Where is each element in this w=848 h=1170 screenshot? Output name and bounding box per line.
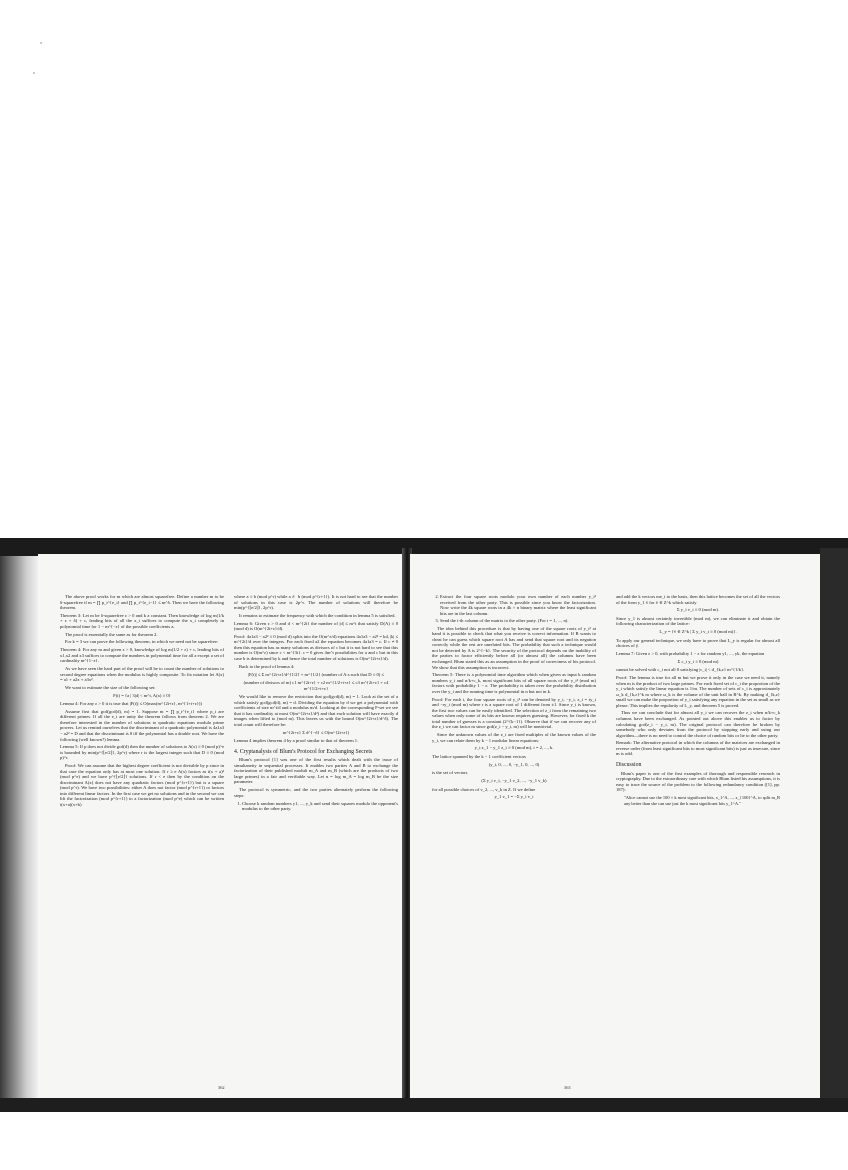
- scan-bottom-band: [0, 1098, 848, 1112]
- paragraph: It remains to estimate the frequency with which the condition in lemma 5 is satisfied.: [239, 612, 396, 618]
- theorem-5: Theorem 5: There is a polynomial time algorithm which when given as input k random numbers y_i and n/k+c_k, most significant bits of all square roots of the y_i² (mod m) factors with probability 1 − ε. The probability is taken over the probability distribution over the y_i and the running time is polynomial in n but not in k.: [432, 672, 596, 694]
- equation: y_i z_1 − y_1 z_i ≡ 0 (mod m), i = 2, ..., k.: [474, 745, 554, 751]
- paragraph: cannot be solved with c_i not all 0 satisfying |c_i| < d_{k,ε} m^{1/k}.: [616, 667, 745, 673]
- left-column-2: [234, 594, 398, 814]
- equation: y_1 v_1 = −Σ y_i v_i: [494, 794, 534, 800]
- section-heading: 4. Cryptanalysis of Blum's Protocol for Exchanging Secrets: [234, 748, 373, 755]
- equation: (Σ y_i v_i, −y_1 v_2, ..., −y_1 v_k): [481, 777, 547, 783]
- paragraph: Thus we can conclude that for almost all y_i we can recover the z_i when n/k+c_k columns have been exchanged. As pointed out above this enables us to factor by calculating gcd(z_i − y_i, m). The original protocol can therefore be broken by somebody who only deviates from the protocol by stopping early and using our algorithm—there is no need to control the choice of random bits or lie to the other party.: [616, 710, 780, 738]
- paragraph: We would like to remove the restriction that gcd(gcd(d), m) = 1. Look at the set of a which satisfy gcd(gcd(d), m) = d. Dividing the equation by d we get a polynomial with coefficients of size m^t/d and a modulus m/d. Looking at the corresponding F-set we see that it has cardinality at most O(m^{2t+ε}/d²) and that each solution will have exactly d images when lifted to (mod m). This leaves us with the bound O(m^{2t+ε}/d^δ). The total count will therefore be:: [234, 694, 398, 727]
- equation: (number of divisors of m) c1 m^{2t+ε} + c2 m^{1/2+t+ε} ≤ c3 m^{2t+ε} + c4 m^{1/2+t+ε}: [243, 680, 389, 691]
- theorem-3: Theorem 3: Let m be δ-squarefree ε > 0 and k a constant. Then knowledge of log m(1/k + ε + δ) + c, leading bits of all the x_i suffices to compute the x_i completely in polynomial time for 1 − m^{−ε} of the possible coefficients a.: [60, 612, 224, 629]
- equation: m^{2t+ε} Σ d^{−δ} ≤ O(m^{2t+ε}): [282, 729, 350, 735]
- paragraph: where a ≡ b (mod p^r) while a ≢ b (mod p^{r+1}). It is not hard to see that the number of solutions in this case is 2p^r. The number of solutions will therefore be min(p^{⌊e/2⌋}, 2p^r).: [234, 594, 398, 611]
- proof: Proof: The lemma is true for all m but we prove it only in the case we need it, namely when m is the product of two large primes. For each fixed set of c_i the proportion of the y_i which satisfy the linear equation is 1/m. The number of sets of c_i is approximately ω_k d_{k,ε}^k m where ω_k is the volume of the unit ball in R^k. By making d_{k,ε} small we can make the proportion of y_i satisfying any equation in the set as small as we please. This implies the regularity of L_y, and theorem 5 is proved.: [616, 674, 780, 708]
- equation: F(t) = {a | 3|d| < m^t, A(x) ≡ 0}: [113, 692, 171, 698]
- lemma-7: Lemma 7: Given ε > 0, with probability 1 − ε for random y1, ..., yk, the equation: [616, 650, 765, 656]
- paragraph: Blum's paper is one of the first examples of thorough and responsible research in cryptography. Due to the extraordinary care with which Blum listed his assumptions, it is easy to trace the source of the problem to the following redundancy condition ([1], pp. 187):: [616, 770, 780, 793]
- list-item: 1. Choose k random numbers y1, ..., y_k and send their squares modulo the opponent's modulus to the other party.: [242, 801, 398, 812]
- scan-right-edge: [820, 548, 848, 1104]
- paragraph: The proof is essentially the same as for theorem 2.: [65, 631, 158, 637]
- right-page: [410, 554, 820, 1100]
- scan-speck: [33, 72, 35, 74]
- paragraph: Since y_1 is almost certainly invertible (mod m), we can eliminate it and obtain the following characterization of the lattice:: [616, 615, 780, 627]
- proof: Proof: 4a1a3 − a2² ≡ 0 (mod d) splits into the O(m^ε/d) equations 4a1a3 − a2² = kd, |k| ≤ m^{2t}/d over the integers. For each fixed a2 the equation becomes 4a1a3 = c. If c ≠ 0 then this equation has as many solutions as divisors of c but it is not hard to see that this number is O(m^ε) since c < m^{3t}. c = 0 gives 4m^t possibilities for a and c but in this case b is determined by k and hence the total number of solutions is O(m^{2t+ε}/d).: [234, 633, 398, 662]
- paragraph: The above proof works for m which are almost squarefree. Define a number m to be δ-squarefree if m = ∏ p_i^{e_i} and ∏ p_i^{e_i−1} ≤ m^δ. Then we have the following theorem.: [60, 594, 224, 611]
- scan-speck: [40, 42, 42, 44]
- lemma-4: Lemma 4: For any ε > 0 it is true that |F(t)| ≤ O(max(m^{2t+ε}, m^{1+t+ε})): [60, 701, 202, 707]
- page-number: 362: [218, 1085, 225, 1090]
- paragraph: Assume first that gcd(gcd(d), m) = 1. Suppose m = ∏ p_i^{e_i} where p_i are different primes. If all the e_i are unity the theorem follows from theorem 2. We are therefore interested in the number of solutions to quadratic equations modulo prime powers. Let us remind ourselves that the discriminant of a quadratic polynomial is 4a1a3 − a2² = D and that the discriminant is 0 iff the polynomial has a double root. We have the following (well known?) lemma.: [60, 708, 224, 742]
- paragraph: Back to the proof of lemma 4:: [239, 663, 295, 669]
- equation: |F(t)| ≤ Σ m^{2t+ε}/d^{1/2} + m^{1/2} (number of A:s such that D ≡ 0) ≤: [248, 671, 384, 677]
- lemma-5: Lemma 5: If p does not divide gcd(d) then the number of solutions to A(x) ≡ 0 (mod p)^e is bounded by min(p^{⌊e/2⌋}, 2p^r) where r is the largest integer such that D ≡ 0 (mod p)^r.: [60, 744, 224, 761]
- list-item: 2. Extract the four square roots modulo your own number of each number y_i² received from the other party. This is possible since you know the factorization. Now write the 4k square roots in a 4k × n binary matrix where the least significant bits are in the last column.: [440, 594, 596, 616]
- equation: (y_i, 0, ..., 0, −y_1, 0, ..., 0): [488, 761, 540, 767]
- list-item: 3. Send the i-th column of the matrix to the other party. (For i = 1, ..., n).: [440, 618, 596, 624]
- theorem-4: Theorem 4: For any m and given ε > 0, knowledge of log m(1/2 + ε) + c, leading bits of x1,x2 and x3 suffices to compute the numbers in polynomial time for all a except a set of cardinality m^{1−ε}.: [60, 647, 224, 664]
- equation: L_y = {v̄ ∈ Z^k | Σ y_i v_i ≡ 0 (mod m)}.: [659, 629, 737, 635]
- left-column-1: [60, 594, 224, 810]
- paragraph: Lemma 4 implies theorem 4 by a proof similar to that of theorem 1.: [234, 738, 359, 744]
- right-column-2: [616, 594, 780, 806]
- paragraph: Blum's protocol [1] was one of the first results which dealt with the issue of simultaneity in sequential processes. It enables two parties A and B to exchange the factorization of their published moduli m_A and m_B (which are the products of two large primes) in a fair and verifiable way. Let n = log m_A = log m_B be the size parameter.: [234, 757, 398, 785]
- paragraph: We want to estimate the size of the following set:: [65, 684, 156, 690]
- paragraph: for all possible choices of v_2, ..., v_k in Z. If we define: [432, 786, 536, 792]
- equation: Σ c_i y_i ≡ 0 (mod m): [677, 658, 719, 664]
- paragraph: As we have seen the hard part of the proof will be to count the number of solutions to second degree equations when the modulus is highly composite. To fix notation let A(x) = a1 + a2x + a3x².: [60, 665, 224, 683]
- lemma-6: Lemma 6: Given ε > 0 and d < m^{2t} the number of |d| ≤ m^t that satisfy D(A) ≡ 0 (mod d) is O(m^{2t+ε}/d).: [234, 620, 398, 632]
- paragraph: Since the unknown values of the z_i are fixed multiples of the known values of the y_i, we can relate them by k − 1 modular linear equations:: [432, 732, 596, 743]
- remark: Remark: The alternative protocol in which the columns of the matrices are exchanged in reverse order (from least significant bits to most significant bits) is just as insecure, since m is odd.: [616, 740, 780, 757]
- paragraph: To apply our general technique, we only have to prove that L_y is regular for almost all choices of ȳ.: [616, 637, 780, 649]
- paragraph: and add the k vectors me_i to the basis, then this lattice becomes the set of all the vectors of the form y_1 v̄ for v̄ ∈ Z^k which satisfy: [616, 594, 780, 605]
- right-column-1: [432, 594, 596, 803]
- paragraph: The protocol is symmetric, and the two parties alternately perform the following steps:: [234, 787, 398, 798]
- left-page: [38, 554, 404, 1100]
- page-number: 363: [564, 1085, 571, 1090]
- equation: Σ y_i v_i ≡ 0 (mod m).: [676, 607, 720, 613]
- proof: Proof: We can assume that the highest degree coefficient is not divisible by p since in that case the equation only has at most one solution. If r ≥ e A(x) factors as t(x + a)² (mod p^e) and we have p^{⌊e/2⌋} solutions. If r < e then by the condition on the discriminant A(x) does not have any quadratic factors (mod p^{r+1}) but is a square (mod p^r). We have two possibilities: either A does not factor (mod p^{r+1}) or factors into different linear factors. In the first case we get no solutions and in the second we can lift the factorization (mod p^{r+1}) to a factorization (mod p^e) which can be written t(x+a)(x+b): [60, 763, 224, 807]
- quotation: "Alice cannot use the 100 × k most significant bits, x_1^A, ..., x_{100}^A, to split m_B any better than she can use just the k most significant bits y_1^A.": [624, 794, 780, 806]
- proof: Proof: For each i, the four square roots of y_i² can be denoted by y_i, −y_i, z_i = ry_i and −ry_i (mod m) where r is a square root of 1 different from ±1. Since y_i is known, the first two values can be easily identified. The selection of z_i from the remaining two values when only some of its bits are known requires guessing. However, for fixed k the total number of guesses is a constant (2^{k−1}). Observe that if we can recover any of the z_i we can factor m since gcd(z_i − y_i, m) will be nontrivial.: [432, 696, 596, 730]
- section-heading: Discussion: [616, 761, 642, 768]
- paragraph: The lattice spanned by the k − 1 coefficient vectors: [432, 753, 526, 759]
- paragraph: is the set of vectors: [432, 770, 468, 776]
- scan-left-edge: [0, 548, 38, 1104]
- paragraph: For k = 3 we can prove the following theorem, in which we need not be squarefree:: [65, 639, 219, 645]
- paragraph: The idea behind this procedure is that by having one of the square roots of y_i² at hand it is possible to check that what you receive is correct information. If B wants to cheat he can guess which square root A has and send that square root and its negation correctly while the rest are unrelated bits. The probability that such a technique would not be detected by A is 2^{−k}. The security of the protocol depends on the inability of the parties to factor efficiently before all (or almost all) the columns have been exchanged. Blum stated this as an assumption in the proof of correctness of his protocol. We show that this assumption is incorrect.: [432, 625, 596, 670]
